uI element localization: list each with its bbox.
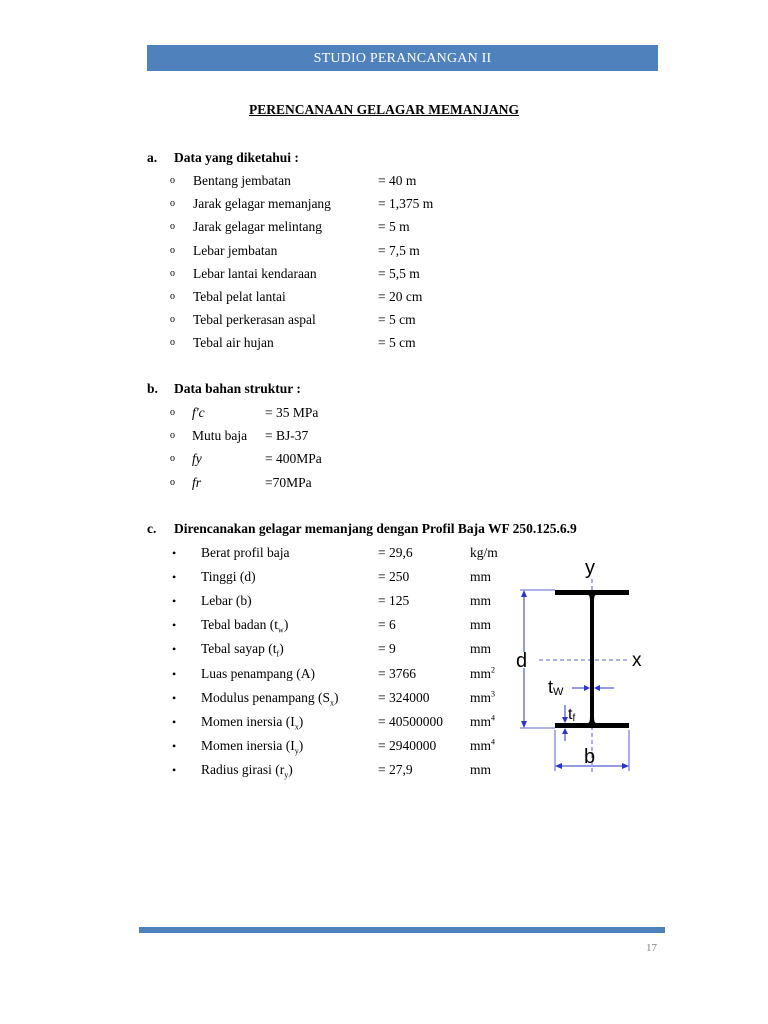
material-row xyxy=(0,450,768,468)
item-unit: mm xyxy=(470,593,492,609)
item-value: = 35 MPa xyxy=(265,405,319,420)
bullet-circle-icon: o xyxy=(170,175,175,186)
item-label: Lebar (b) xyxy=(201,593,252,609)
item-unit: mm xyxy=(470,569,492,585)
bullet-circle-icon: o xyxy=(170,198,175,210)
data-row xyxy=(0,334,768,352)
item-unit: $mm^4$ xyxy=(470,737,496,753)
data-row xyxy=(0,195,768,213)
item-label: Jarak gelagar melintang xyxy=(193,219,322,235)
profile-row xyxy=(0,640,768,658)
tw-label: tW xyxy=(548,677,564,698)
item-value: = BJ-37 xyxy=(265,428,309,444)
item-label: Luas penampang (A) xyxy=(201,665,315,681)
item-label: fr xyxy=(192,474,202,490)
item-unit: mm xyxy=(470,641,492,657)
profile-row xyxy=(0,761,768,779)
profile-row xyxy=(0,616,768,634)
tf-label: tf xyxy=(568,706,576,724)
material-row xyxy=(0,474,768,492)
header-title: STUDIO PERANCANGAN II xyxy=(313,51,492,66)
material-row xyxy=(0,404,768,422)
item-label: Modulus penampang $(S_x)$ xyxy=(201,689,339,708)
profile-row xyxy=(0,737,768,755)
section-a-heading: a. Data yang diketahui : xyxy=(147,150,299,165)
data-row xyxy=(0,265,768,283)
item-value: = 2940000 xyxy=(378,737,437,753)
bullet-circle-icon: o xyxy=(170,244,175,256)
item-unit: kg/m xyxy=(470,545,498,560)
item-value: = 7,5 m xyxy=(378,242,420,258)
item-label: Lebar lantai kendaraan xyxy=(193,265,317,281)
material-row xyxy=(0,427,768,445)
item-label: Jarak gelagar memanjang xyxy=(193,196,331,212)
data-row xyxy=(0,218,768,236)
item-label: Radius girasi $(r_y)$ xyxy=(201,761,293,780)
data-row xyxy=(0,311,768,329)
x-axis-label: x xyxy=(632,650,642,671)
header-banner xyxy=(147,45,658,71)
item-value: = 5 m xyxy=(378,219,410,235)
item-value: = 5 cm xyxy=(378,312,416,328)
item-label: Tebal badan $(t_w)$ xyxy=(201,617,289,635)
bullet-circle-icon: o xyxy=(170,476,175,488)
item-label: Tinggi (d) xyxy=(201,569,256,585)
item-label: fy xyxy=(192,451,202,467)
item-unit: mm xyxy=(470,617,492,633)
profile-row xyxy=(0,568,768,586)
y-axis-label: y xyxy=(585,557,595,579)
bullet-disc-icon: • xyxy=(172,714,177,729)
profile-row xyxy=(0,713,768,731)
item-unit: mm xyxy=(470,761,492,777)
item-value: = 400MPa xyxy=(265,451,322,467)
bullet-disc-icon: • xyxy=(172,570,177,585)
bullet-disc-icon: • xyxy=(172,690,177,705)
bullet-disc-icon: • xyxy=(172,666,177,681)
bullet-circle-icon: o xyxy=(170,407,175,418)
bullet-circle-icon: o xyxy=(170,337,175,349)
data-row xyxy=(0,288,768,306)
item-value: =70MPa xyxy=(265,474,312,490)
bullet-circle-icon: o xyxy=(170,314,175,326)
item-unit: $mm^2$ xyxy=(470,665,496,681)
item-unit: $mm^4$ xyxy=(470,713,496,729)
item-label: Tebal pelat lantai xyxy=(193,289,286,304)
profile-row xyxy=(0,544,768,562)
item-label: Tebal perkerasan aspal xyxy=(193,312,316,328)
bullet-circle-icon: o xyxy=(170,430,175,442)
d-dimension-label: d xyxy=(516,650,528,672)
data-row xyxy=(0,242,768,260)
section-b-heading: b. Data bahan struktur : xyxy=(147,381,301,396)
item-value: = 324000 xyxy=(378,689,430,705)
bullet-circle-icon: o xyxy=(170,291,175,302)
profile-row xyxy=(0,592,768,610)
bullet-circle-icon: o xyxy=(170,453,175,465)
item-value: = 5,5 m xyxy=(378,265,420,281)
item-label: Tebal air hujan xyxy=(193,335,274,351)
bullet-disc-icon: • xyxy=(172,594,177,609)
item-value: = 9 xyxy=(378,641,396,657)
bullet-disc-icon: • xyxy=(172,618,177,633)
item-label: f'c xyxy=(192,405,205,420)
bullet-disc-icon: • xyxy=(172,762,177,777)
item-label: Mutu baja xyxy=(192,428,248,444)
item-value: = 20 cm xyxy=(378,289,423,304)
i-beam-shape xyxy=(555,590,629,728)
item-label: Lebar jembatan xyxy=(193,242,278,258)
document-title: PERENCANAAN GELAGAR MEMANJANG xyxy=(249,102,519,117)
bullet-disc-icon: • xyxy=(172,546,177,560)
item-value: = 27,9 xyxy=(378,761,413,777)
section-c-heading: c. Direncanakan gelagar memanjang dengan Profil Baja WF 250.125.6.9 xyxy=(147,521,577,536)
bullet-disc-icon: • xyxy=(172,738,177,753)
item-label: Momen inersia $(I_x)$ xyxy=(201,713,304,732)
item-label: Momen inersia $(I_y)$ xyxy=(201,737,304,756)
item-value: = 250 xyxy=(378,569,410,585)
b-dimension-label: b xyxy=(584,746,596,768)
item-value: = 125 xyxy=(378,593,410,609)
item-value: = 1,375 m xyxy=(378,196,434,212)
item-value: = 29,6 xyxy=(378,545,413,560)
item-label: Tebal sayap $(t_f)$ xyxy=(201,641,284,660)
page-number: 17 xyxy=(646,942,657,954)
footer-rule xyxy=(139,927,665,933)
bullet-disc-icon: • xyxy=(172,642,177,657)
item-unit: $mm^3$ xyxy=(470,689,496,705)
profile-row xyxy=(0,665,768,683)
item-label: Bentang jembatan xyxy=(193,173,291,188)
item-label: Berat profil baja xyxy=(201,545,290,560)
bullet-circle-icon: o xyxy=(170,221,175,233)
profile-row xyxy=(0,689,768,707)
bullet-circle-icon: o xyxy=(170,267,175,279)
data-row xyxy=(0,172,768,190)
item-value: = 40500000 xyxy=(378,713,443,729)
item-value: = 6 xyxy=(378,617,396,633)
item-value: = 3766 xyxy=(378,665,416,681)
item-value: = 5 cm xyxy=(378,335,416,351)
item-value: = 40 m xyxy=(378,173,417,188)
wf-profile-diagram xyxy=(510,555,650,777)
